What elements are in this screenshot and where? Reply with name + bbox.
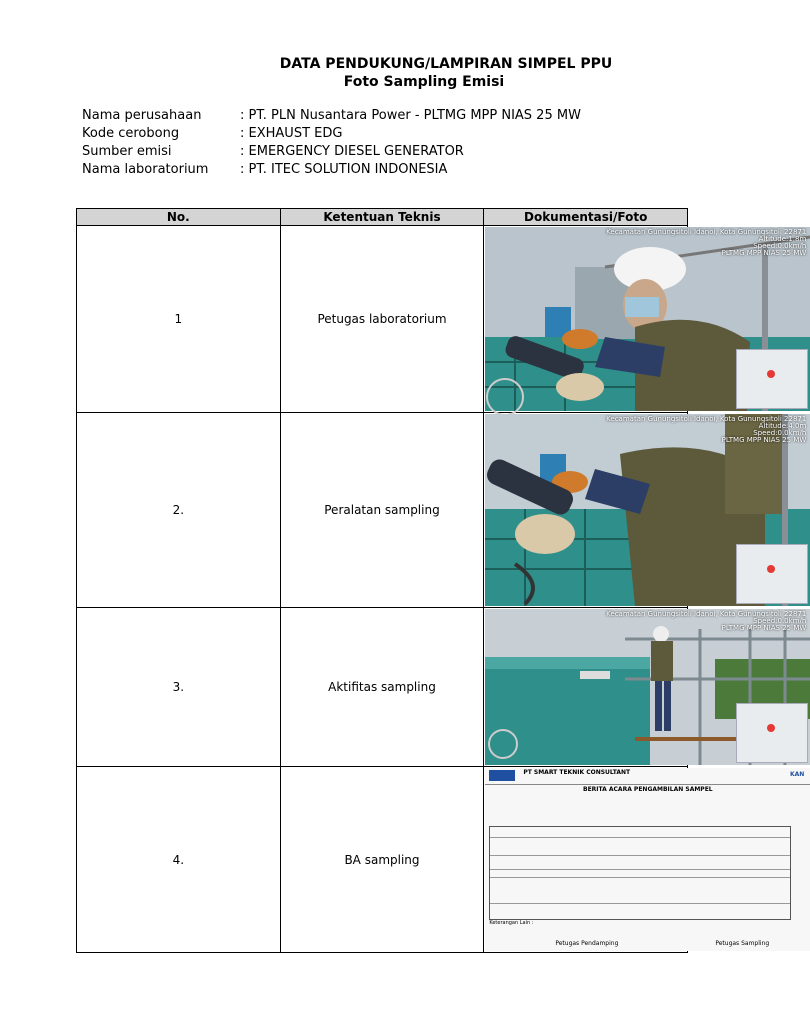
row-ketentuan: BA sampling xyxy=(280,767,484,953)
row-number: 2. xyxy=(77,413,281,608)
row-photo-cell xyxy=(484,226,807,413)
info-label: Kode cerobong xyxy=(82,126,180,141)
stamp-line: PLTMG MPP NIAS 25 MW xyxy=(721,624,807,632)
table-row xyxy=(77,226,688,413)
info-value: : EXHAUST EDG xyxy=(240,126,343,141)
map-thumbnail xyxy=(736,703,808,763)
document-title: DATA PENDUKUNG/LAMPIRAN SIMPEL PPU xyxy=(279,56,613,72)
stamp-line: Speed:0.0km/h xyxy=(753,242,807,250)
photo-geotag-stamp xyxy=(606,416,806,444)
ba-right-signer: Petugas Sampling xyxy=(715,940,770,947)
stamp-line: Altitude:1.8m xyxy=(758,235,807,243)
info-value: : EMERGENCY DIESEL GENERATOR xyxy=(240,144,464,159)
ba-left-signer: Petugas Pendamping xyxy=(555,940,619,947)
row-ketentuan: Aktifitas sampling xyxy=(280,608,484,767)
stamp-line: Altitude:4.0m xyxy=(758,422,807,430)
info-row-company xyxy=(82,107,581,125)
activity-photo xyxy=(485,609,810,765)
photo-geotag-stamp xyxy=(606,611,806,632)
row-number: 4. xyxy=(77,767,281,953)
map-thumbnail xyxy=(736,349,808,409)
ba-notes-label: Keterangan Lain : xyxy=(489,920,534,926)
stamp-line: Speed:0.0km/h xyxy=(753,617,807,625)
info-value: : PT. ITEC SOLUTION INDONESIA xyxy=(240,162,448,177)
photo-geotag-stamp xyxy=(606,229,806,257)
column-header-dokumentasi: Dokumentasi/Foto xyxy=(484,209,688,226)
info-row-stack-code xyxy=(82,125,581,143)
info-row-emission-source xyxy=(82,143,581,161)
info-label: Sumber emisi xyxy=(82,144,172,159)
row-number: 1 xyxy=(77,226,281,413)
map-thumbnail xyxy=(736,544,808,604)
stamp-line: Kecamatan Gunungsitoli Idanoi, Kota Gunungsitoli 22871 xyxy=(606,415,807,423)
table-row xyxy=(77,413,688,608)
column-header-ketentuan: Ketentuan Teknis xyxy=(280,209,484,226)
document-title-block xyxy=(0,55,768,91)
company-logo-icon xyxy=(489,770,515,781)
map-pin-icon xyxy=(767,370,775,378)
ba-document xyxy=(485,768,810,951)
info-value: : PT. PLN Nusantara Power - PLTMG MPP NIAS 25 MW xyxy=(240,108,581,123)
map-pin-icon xyxy=(767,724,775,732)
stamp-line: Speed:0.0km/h xyxy=(753,429,807,437)
column-header-no: No. xyxy=(77,209,281,226)
table-row xyxy=(77,767,688,953)
ba-document-header xyxy=(485,768,810,785)
stamp-line: Kecamatan Gunungsitoli Idanoi, Kota Gunungsitoli 22871 xyxy=(606,228,807,236)
ba-company-name: PT SMART TEKNIK CONSULTANT xyxy=(523,769,631,776)
info-label: Nama laboratorium xyxy=(82,162,209,177)
table-header-row xyxy=(77,209,688,226)
sampling-photo-table xyxy=(76,208,807,953)
info-row-laboratory xyxy=(82,161,581,179)
technician-photo xyxy=(485,227,810,411)
row-number: 3. xyxy=(77,608,281,767)
kan-accreditation-logo: KAN xyxy=(789,771,805,778)
stamp-line: Kecamatan Gunungsitoli Idanoi, Kota Gunungsitoli 22871 xyxy=(606,610,807,618)
document-subtitle: Foto Sampling Emisi xyxy=(343,74,505,90)
ba-document-photo xyxy=(485,768,810,951)
ba-document-title: BERITA ACARA PENGAMBILAN SAMPEL xyxy=(583,786,713,793)
row-ketentuan: Peralatan sampling xyxy=(280,413,484,608)
table-row xyxy=(77,608,688,767)
map-pin-icon xyxy=(767,565,775,573)
equipment-photo xyxy=(485,414,810,606)
company-info xyxy=(82,107,581,179)
row-ketentuan: Petugas laboratorium xyxy=(280,226,484,413)
row-photo-cell xyxy=(484,767,805,953)
row-photo-cell xyxy=(484,608,807,767)
stamp-line: PLTMG MPP NIAS 25 MW xyxy=(721,436,807,444)
row-photo-cell xyxy=(484,413,807,608)
info-label: Nama perusahaan xyxy=(82,108,202,123)
ba-sampling-grid xyxy=(489,826,791,920)
stamp-line: PLTMG MPP NIAS 25 MW xyxy=(721,249,807,257)
